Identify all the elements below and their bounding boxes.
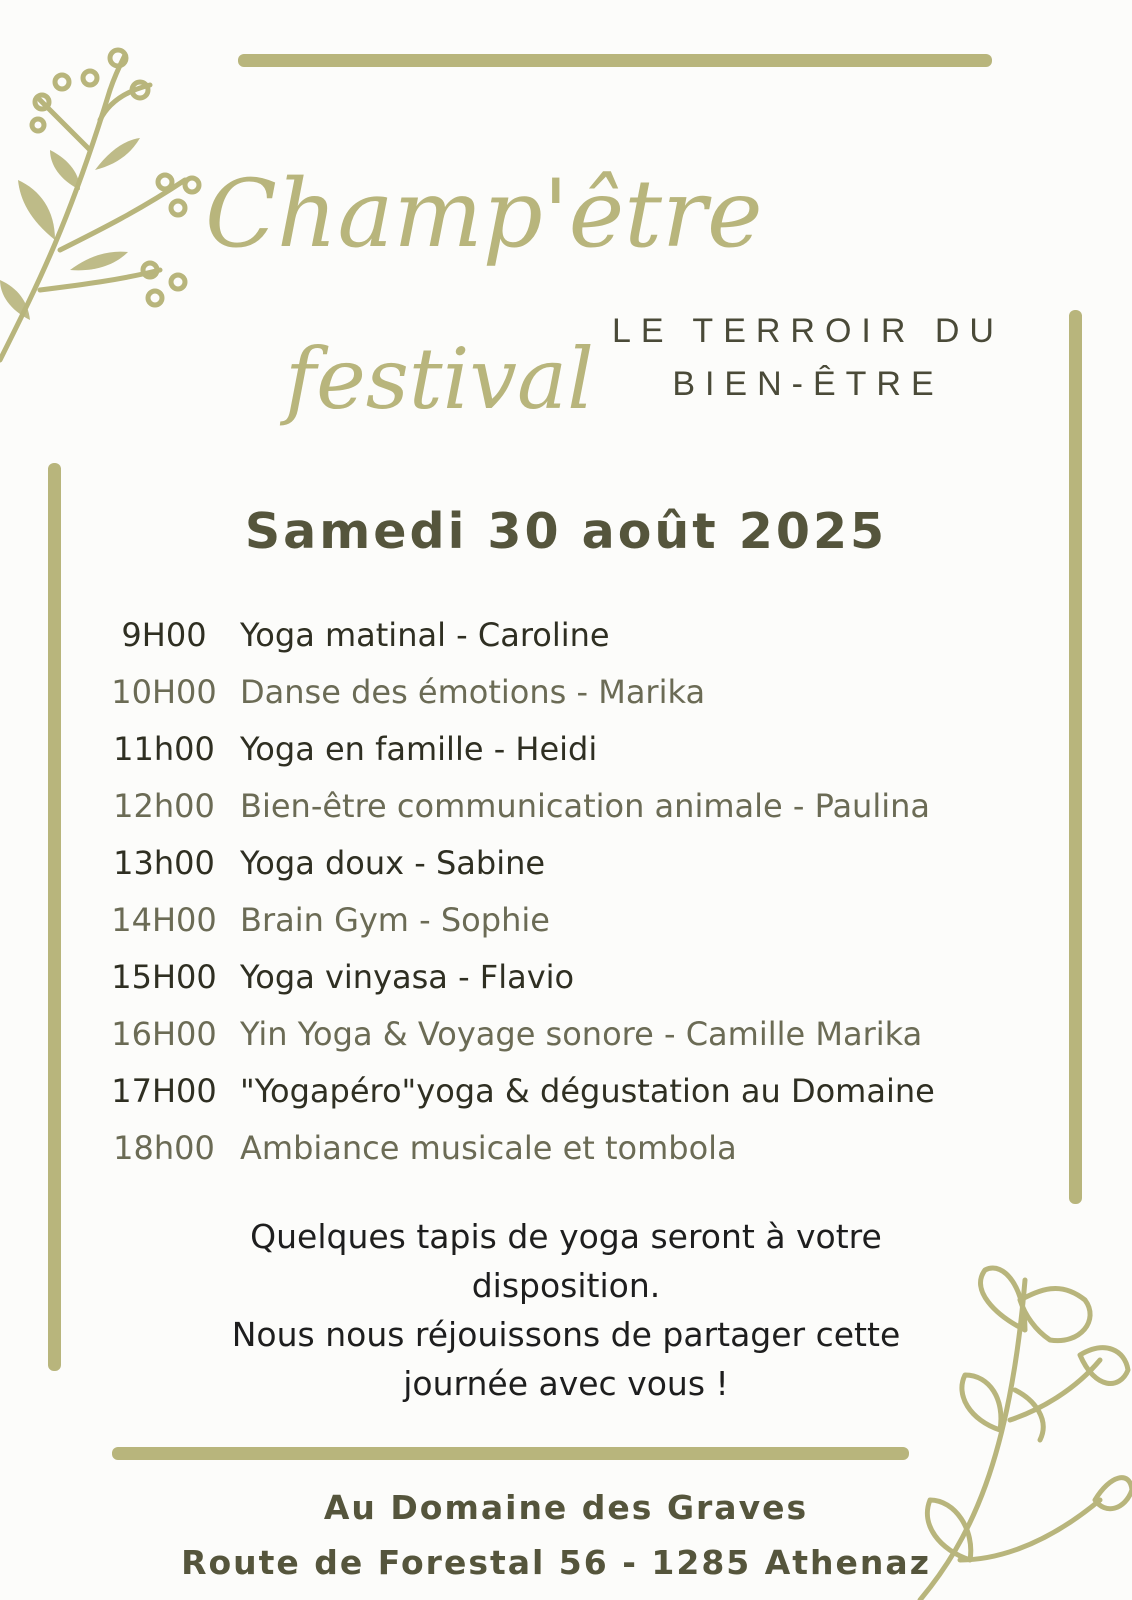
schedule-row	[95, 1119, 1045, 1176]
schedule-row	[95, 891, 1045, 948]
schedule-activity: Ambiance musicale et tombola	[240, 1128, 737, 1167]
festival-title-line1: Champ'être	[205, 160, 763, 269]
schedule-row	[95, 948, 1045, 1005]
tagline-line1: LE TERROIR DU	[612, 312, 1004, 350]
schedule-time: 14H00	[111, 900, 217, 939]
frame-bar-right	[1069, 310, 1082, 1204]
schedule-row	[95, 720, 1045, 777]
schedule-row	[95, 663, 1045, 720]
notice-line: Quelques tapis de yoga seront à votre	[250, 1217, 882, 1256]
schedule-time: 10H00	[111, 672, 217, 711]
frame-bar-top	[238, 54, 992, 67]
notice-line: Nous nous réjouissons de partager cette	[231, 1315, 901, 1354]
notice-text	[0, 1212, 1132, 1408]
schedule-activity: Brain Gym - Sophie	[240, 900, 550, 939]
schedule-time: 18h00	[113, 1128, 215, 1167]
schedule-activity: Yoga matinal - Caroline	[240, 615, 610, 654]
schedule-row	[95, 777, 1045, 834]
schedule-activity: Bien-être communication animale - Paulina	[240, 786, 930, 825]
schedule-row	[95, 834, 1045, 891]
schedule-time: 9H00	[121, 615, 207, 654]
notice-line: journée avec vous !	[403, 1364, 729, 1403]
schedule-time: 13h00	[113, 843, 215, 882]
tagline-line2: BIEN-ÊTRE	[672, 365, 944, 403]
schedule-time: 17H00	[111, 1071, 217, 1110]
festival-title-line2: festival	[285, 330, 594, 428]
frame-bar-bottom	[112, 1447, 909, 1460]
schedule-time: 16H00	[111, 1014, 217, 1053]
schedule-list	[95, 606, 1045, 1176]
schedule-row	[95, 1062, 1045, 1119]
schedule-activity: Yoga doux - Sabine	[240, 843, 546, 882]
notice-line: disposition.	[471, 1266, 661, 1305]
schedule-activity: Danse des émotions - Marika	[240, 672, 706, 711]
schedule-activity: Yoga en famille - Heidi	[240, 729, 598, 768]
schedule-time: 12h00	[113, 786, 215, 825]
venue-address: Route de Forestal 56 - 1285 Athenaz	[181, 1543, 931, 1582]
event-date: Samedi 30 août 2025	[244, 503, 888, 560]
schedule-row	[95, 606, 1045, 663]
schedule-time: 11h00	[113, 729, 215, 768]
schedule-activity: Yin Yoga & Voyage sonore - Camille Marika	[240, 1014, 923, 1053]
floral-sprig-icon	[0, 20, 220, 380]
schedule-activity: "Yogapéro"yoga & dégustation au Domaine	[240, 1071, 935, 1110]
schedule-time: 15H00	[111, 957, 217, 996]
schedule-row	[95, 1005, 1045, 1062]
schedule-activity: Yoga vinyasa - Flavio	[240, 957, 575, 996]
venue-name: Au Domaine des Graves	[323, 1488, 809, 1527]
